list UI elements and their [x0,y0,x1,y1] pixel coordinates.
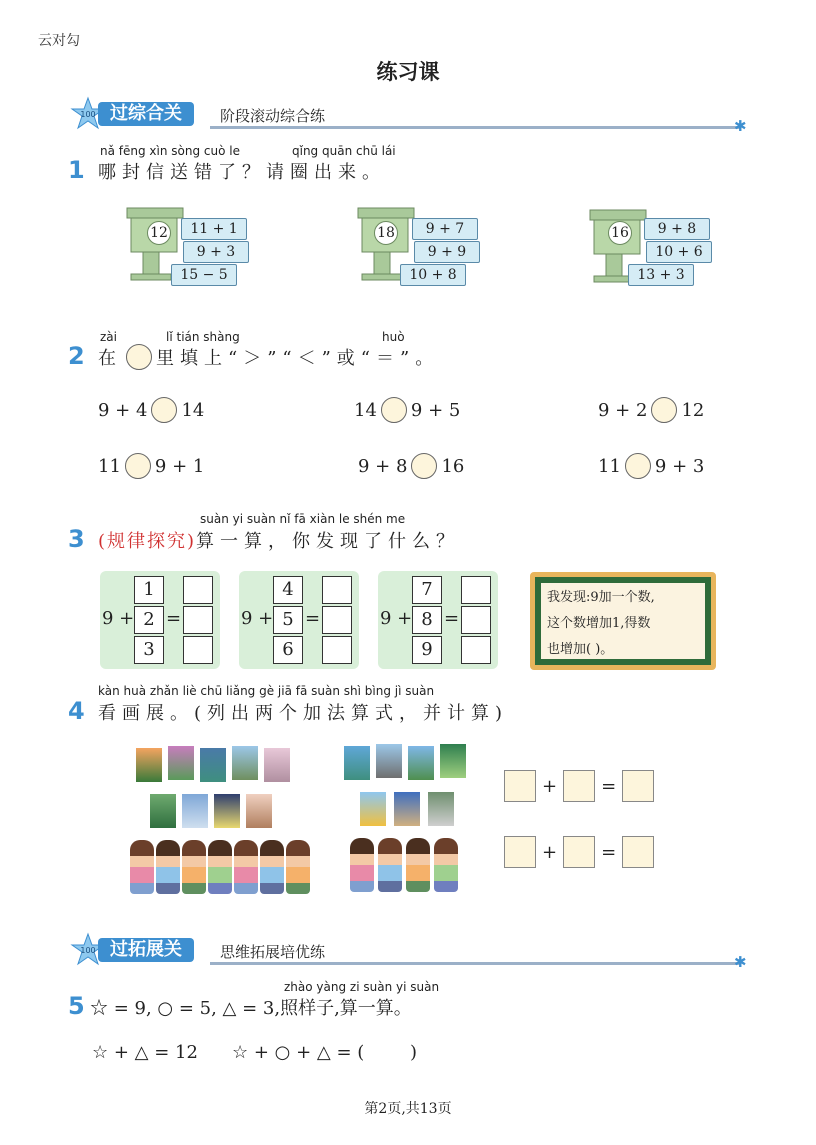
gallery-left-image [130,740,330,900]
addend-cell: 7 [412,576,442,604]
sum-prefix: 9 + [380,608,413,629]
letter-card[interactable]: 9 + 7 [412,218,478,240]
plus-sign: + [542,841,558,863]
divider-line [210,126,740,129]
mailbox-number: 12 [147,221,171,245]
q1-text: 哪封信送错了？请圈出来。 [98,162,386,183]
addend-cell: 2 [134,606,164,634]
question-number-2: 2 [68,342,85,370]
q2-pinyin-a: zài [100,330,117,344]
banner-subtitle: 阶段滚动综合练 [220,107,326,125]
addend-cell: 1 [134,576,164,604]
letter-card[interactable]: 9 + 8 [644,218,710,240]
compare-circle-icon [126,344,152,370]
q1-pinyin-b: qǐng quān chū lái [292,144,396,158]
sum-group-1 [100,571,220,669]
result-cell[interactable] [461,606,491,634]
plus-sign: + [542,775,558,797]
page-title: 练习课 [376,60,440,84]
answer-circle[interactable] [411,453,437,479]
q5-task[interactable]: ☆ + ○ + △ = ( ) [232,1042,418,1063]
compare-item: 9 + 2 12 [598,397,704,423]
watermark: 云对勾 [38,33,80,49]
sum-group-3 [378,571,498,669]
answer-circle[interactable] [151,397,177,423]
board-line: 这个数增加1,得数 [547,616,651,631]
question-number-3: 3 [68,525,85,553]
addend-cell: 8 [412,606,442,634]
question-number-1: 1 [68,156,85,184]
result-cell[interactable] [461,576,491,604]
addend-cell: 6 [273,636,303,664]
equals-sign: = [444,608,460,629]
board-line: 我发现:9加一个数, [547,590,655,605]
letter-card[interactable]: 10 + 6 [646,241,712,263]
addend-cell: 5 [273,606,303,634]
banner-label: 过拓展关 [98,938,194,962]
section-banner-1 [70,96,750,134]
board-line: 也增加( )。 [547,642,614,657]
letter-card[interactable]: 11 + 1 [181,218,247,240]
letter-card[interactable]: 9 + 9 [414,241,480,263]
answer-circle[interactable] [651,397,677,423]
star-icon: ✱ [734,117,747,135]
compare-item: 9 + 4 14 [98,397,204,423]
discovery-board [530,572,716,670]
addend-cell: 3 [134,636,164,664]
answer-box[interactable] [622,836,654,868]
sum-group-2 [239,571,359,669]
compare-item: 11 9 + 3 [598,453,704,479]
mailbox-number: 18 [374,221,398,245]
star-icon: ✱ [734,953,747,971]
mailbox-number: 16 [608,221,632,245]
equation-row-2 [504,836,654,868]
answer-circle[interactable] [381,397,407,423]
q3-pinyin: suàn yi suàn nǐ fā xiàn le shén me [200,512,406,526]
answer-box[interactable] [504,770,536,802]
badge-text: 100 [80,946,96,955]
q2-pinyin-c: huò [382,330,405,344]
q2-text-b: 里填上“＞”“＜”或“＝”。 [156,348,440,369]
addend-cell: 4 [273,576,303,604]
answer-box[interactable] [563,836,595,868]
result-cell[interactable] [183,606,213,634]
mailbox-3 [588,206,733,296]
result-cell[interactable] [322,576,352,604]
mailbox-1 [125,204,270,294]
equals-sign: = [305,608,321,629]
equals-sign: = [601,775,617,797]
badge-text: 100 [80,110,96,119]
result-cell[interactable] [183,636,213,664]
q1-pinyin-a: nǎ fēng xìn sòng cuò le [100,144,240,158]
q5-pinyin: zhào yàng zi suàn yi suàn [284,980,440,994]
result-cell[interactable] [461,636,491,664]
section-banner-2 [70,932,750,970]
compare-item: 9 + 8 16 [358,453,464,479]
question-number-4: 4 [68,697,85,725]
addend-cell: 9 [412,636,442,664]
question-number-5: 5 [68,992,85,1020]
result-cell[interactable] [322,636,352,664]
equation-row-1 [504,770,654,802]
answer-circle[interactable] [125,453,151,479]
q5-example: ☆ + △ = 12 [92,1042,198,1063]
compare-item: 11 9 + 1 [98,453,204,479]
letter-card[interactable]: 10 + 8 [400,264,466,286]
letter-card[interactable]: 9 + 3 [183,241,249,263]
gallery-right-image [340,740,470,900]
answer-circle[interactable] [625,453,651,479]
q2-text-a: 在 [98,348,122,369]
answer-box[interactable] [622,770,654,802]
q2-instruction [98,344,439,370]
answer-box[interactable] [504,836,536,868]
mailbox-2 [356,204,501,294]
q4-text: 看画展。(列出两个加法算式，并计算) [98,703,509,724]
page-footer: 第2页,共13页 [364,1101,452,1117]
result-cell[interactable] [183,576,213,604]
q2-pinyin-b: lǐ tián shàng [166,330,240,344]
q3-tag: (规律探究) [98,531,197,552]
equals-sign: = [166,608,182,629]
q5-text: ☆ = 9, ○ = 5, △ = 3,照样子,算一算。 [90,998,412,1019]
equals-sign: = [601,841,617,863]
compare-item: 14 9 + 5 [354,397,460,423]
q3-text: 算一算，你发现了什么？ [196,531,461,552]
letter-card[interactable]: 15 − 5 [171,264,237,286]
divider-line [210,962,740,965]
banner-subtitle: 思维拓展培优练 [220,943,326,961]
result-cell[interactable] [322,606,352,634]
answer-box[interactable] [563,770,595,802]
banner-label: 过综合关 [98,102,194,126]
letter-card[interactable]: 13 + 3 [628,264,694,286]
q3-instruction [98,527,460,553]
sum-prefix: 9 + [102,608,135,629]
sum-prefix: 9 + [241,608,274,629]
q4-pinyin: kàn huà zhǎn liè chū liǎng gè jiā fā suàn shì bìng jì suàn [98,684,435,698]
